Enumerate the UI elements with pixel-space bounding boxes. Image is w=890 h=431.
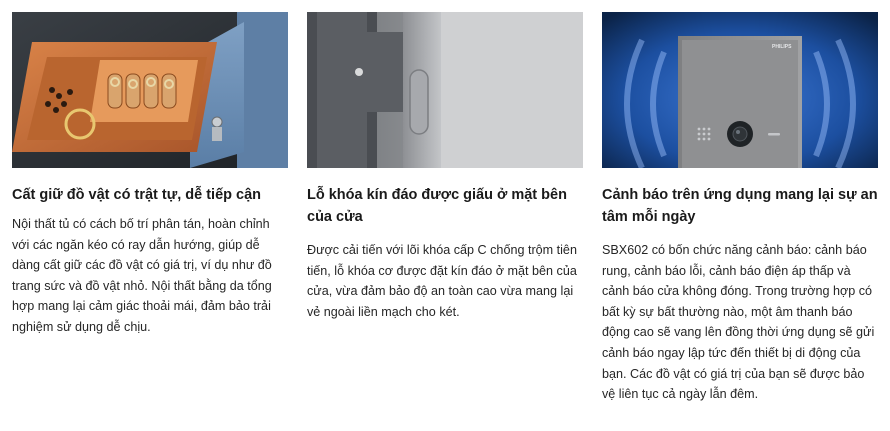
feature-card-organized-storage <box>12 12 288 405</box>
feature-description: Nội thất tủ có cách bố trí phân tán, hoàn chỉnh với các ngăn kéo có ray dẫn hướng, giúp dễ dàng cất giữ các đồ vật có giá trị, ví dụ như đồ trang sức và đồ vật nhỏ. Nội thất bằng da tổng hợp mang lại cảm giác thoải mái, đảm bảo trải nghiệm sử dụng dễ chịu. <box>12 217 272 334</box>
alarm-safe-icon <box>602 12 878 168</box>
feature-title: Cất giữ đồ vật có trật tự, dễ tiếp cận <box>12 187 262 203</box>
brand-logo: PHILIPS <box>772 44 792 50</box>
jewelry-drawer-icon <box>12 12 288 168</box>
hidden-keyhole-image <box>307 12 583 168</box>
hidden-keyhole-icon <box>307 12 583 168</box>
feature-description: Được cải tiến với lõi khóa cấp C chống trộm tiên tiến, lỗ khóa cơ được đặt kín đáo ở mặt bên của cửa, vừa đảm bảo độ an toàn cao vừa mang lại vẻ ngoài liền mạch cho két. <box>307 243 577 319</box>
feature-title: Cảnh báo trên ứng dụng mang lại sự an tâm mỗi ngày <box>602 187 878 225</box>
feature-card-app-alarm <box>602 12 878 405</box>
alarm-safe-image <box>602 12 878 168</box>
feature-grid <box>12 12 878 405</box>
feature-description: SBX602 có bốn chức năng cảnh báo: cảnh báo rung, cảnh báo lỗi, cảnh báo điện áp thấp và cảnh báo cửa không đóng. Trong trường hợp có bất kỳ sự bất thường nào, một âm thanh báo động cao sẽ vang lên đồng thời ứng dụng sẽ gửi cảnh báo ngay lập tức đến thiết bị di động của bạn. Các đồ vật có giá trị của bạn sẽ được bảo vệ liên tục cả ngày lẫn đêm. <box>602 243 875 402</box>
jewelry-drawer-image <box>12 12 288 168</box>
feature-card-hidden-keyhole <box>307 12 583 405</box>
feature-title: Lỗ khóa kín đáo được giấu ở mặt bên của cửa <box>307 187 567 225</box>
